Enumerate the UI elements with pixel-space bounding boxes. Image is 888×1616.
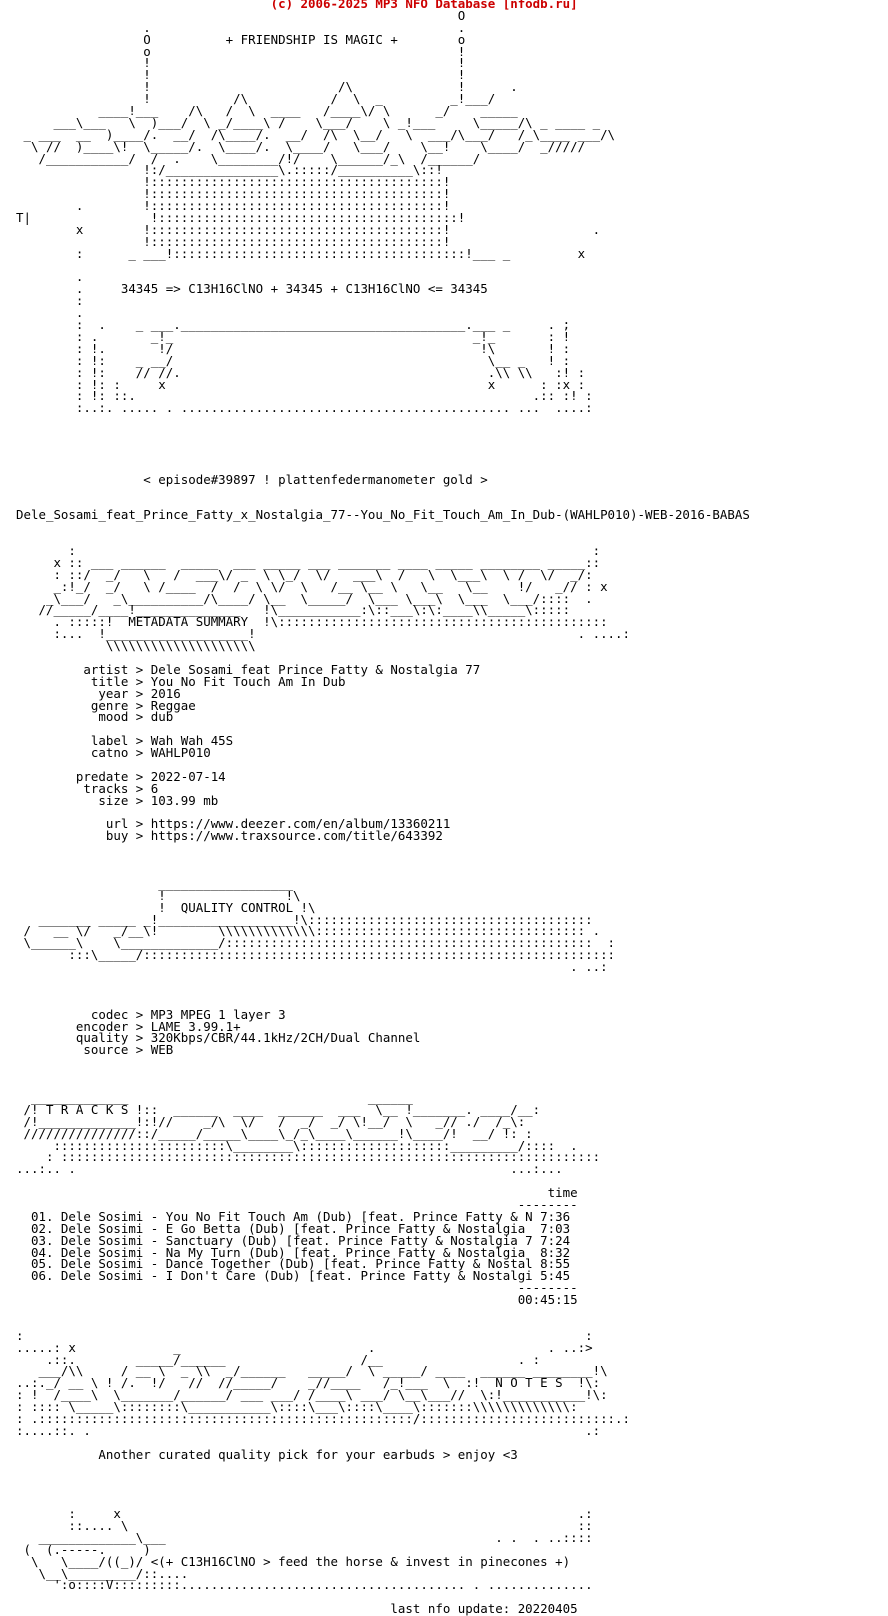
nfo-line: 05. Dele Sosimi - Dance Together (Dub) [feat. Prince Fatty & Nostal 8:55 [16,1256,571,1272]
nfo-line [16,1306,888,1318]
nfo-line: !:::::::::::::::::::::::::::::::::::::::! [16,233,451,249]
nfo-line: ..:._/ __ \ ! /. !/ // //_____/ _//____ /_!___ \ :! N O T E S !\: [16,1375,601,1391]
nfo-line: : !: // //. .\\ \\ :! : [16,364,586,380]
nfo-line [16,1484,888,1496]
nfo-line: : _ ___!:::::::::::::::::::::::::::::::::::::::!___ _ x [16,245,586,261]
nfo-line: o ! [16,43,466,59]
nfo-line: ///////////////::/_____/_____\____\_/_\____\______!\____/! __/ !: : [16,1125,533,1141]
nfo-line: //_____/____!______________ !\___________:\::___\:\:____\\_____\::::: [16,602,571,618]
nfo-line: ___/\\ / __ \ _ \\ _/______ _____/ \ _____/ ____ ______ ________!\ [16,1363,608,1379]
nfo-line: title > You No Fit Touch Am In Dub [16,673,346,689]
nfo-line: _:!_/ _/ \ /____ / / \ \/ \ /__ \__ \ \__ \__ !/ _// : x [16,578,608,594]
nfo-line: T| !::::::::::::::::::::::::::::::::::::::::! [16,210,466,226]
nfo-line: :... !___________________! . ....: [16,626,631,642]
nfo-line: 00:45:15 [16,1292,578,1308]
nfo-line: source > WEB [16,1042,174,1058]
nfo-line: :::::::::::::::::::::::\________\::::::::::::::::::::_________/:::: . [16,1137,578,1153]
nfo-line: x !:::::::::::::::::::::::::::::::::::::::! . [16,221,601,237]
nfo-line [16,450,888,462]
nfo-line: / __ \/ _/__\! \\\\\\\\\\\\\:::::::::::::::::::::::::::::::::::: . [16,923,601,939]
nfo-line [16,521,888,533]
nfo-line: ! /\ ! . [16,79,518,95]
nfo-line: catno > WAHLP010 [16,745,211,761]
nfo-line: \\\\\\\\\\\\\\\\\\\\ [16,638,256,654]
nfo-line [16,1068,888,1080]
nfo-line: _____________\___ . . . ..:::: [16,1529,593,1545]
nfo-line: 04. Dele Sosimi - Na My Turn (Dub) [feat. Prince Fatty & Nostalgia 8:32 [16,1244,571,1260]
nfo-line [16,1591,888,1603]
nfo-line: -------- [16,1196,578,1212]
nfo-line: ':o::::V:::::::::...................................... . .............. [16,1577,593,1593]
nfo-body [16,7,888,1616]
nfo-line: predate > 2022-07-14 [16,768,226,784]
nfo-line: \__\_________/::.... [16,1565,189,1581]
nfo-line: . [16,305,84,321]
nfo-line [16,973,888,985]
nfo-line: _______ _____ _!__________________!\:::::::::::::::::::::::::::::::::::::: [16,911,593,927]
nfo-line: _\___/ _\__________/\____/ \__ \_____/ \___ \___\ \___ \___/:::: . [16,590,593,606]
nfo-line: codec > MP3 MPEG 1 layer 3 [16,1006,286,1022]
nfo-line: genre > Reggae [16,697,196,713]
nfo-line: . [16,269,84,285]
nfo-line: 03. Dele Sosimi - Sanctuary (Dub) [feat. Prince Fatty & Nostalgia 7 7:24 [16,1232,571,1248]
nfo-line: ___\___ \ )___/ \ _/____\ / \___/ \ _!___ \_____/\ _ ____ _ [16,114,601,130]
nfo-line: Dele_Sosami_feat_Prince_Fatty_x_Nostalgia_77--You_No_Fit_Touch_Am_In_Dub-(WAHLP010)-WEB-2016-BABAS [16,507,750,523]
nfo-line: year > 2016 [16,685,181,701]
nfo-line: !:/_______________\.:::::/__________\::! [16,162,443,178]
nfo-line: :....::. . .: [16,1422,601,1438]
nfo-line: /!_____________!:!// _/\ \/ / _/ _/ \!__/ \ _// ./ /_\: [16,1113,526,1129]
nfo-line: _____________ ______ [16,1089,413,1105]
nfo-line: \______\ \_____________/::::::::::::::::::::::::::::::::::::::::::::::::: : [16,935,616,951]
nfo-line: . ..: [16,959,608,975]
nfo-line: artist > Dele Sosami feat Prince Fatty & Nostalgia 77 [16,661,481,677]
nfo-line: quality > 320Kbps/CBR/44.1kHz/2CH/Dual Channel [16,1030,421,1046]
nfo-line: time [16,1185,578,1201]
nfo-line: ! ! [16,67,466,83]
copyright-header: (c) 2006-2025 MP3 NFO Database [nfodb.ru] [16,0,578,11]
nfo-line: 06. Dele Sosimi - I Don't Care (Dub) [feat. Prince Fatty & Nostalgi 5:45 [16,1268,571,1284]
nfo-line [16,842,888,854]
nfo-line: 02. Dele Sosimi - E Go Betta (Dub) [feat. Prince Fatty & Nostalgia 7:03 [16,1220,571,1236]
nfo-line [16,1472,888,1484]
nfo-line: ...:.. . ...:... [16,1161,563,1177]
nfo-line: .::. _____/______ /__ . : [16,1351,541,1367]
nfo-line: ! /\ / \ _ _!___/ [16,91,496,107]
nfo-line [16,486,888,498]
nfo-line [16,854,888,866]
nfo-line: !:::::::::::::::::::::::::::::::::::::::! [16,186,451,202]
nfo-line: : !: ::. .:: :! : [16,388,593,404]
nfo-line: 01. Dele Sosimi - You No Fit Touch Am (Dub) [feat. Prince Fatty & N 7:36 [16,1208,571,1224]
nfo-line: ::.... \ :: [16,1518,593,1533]
nfo-line: __________________ [16,875,294,891]
nfo-line: tracks > 6 [16,780,159,796]
nfo-line: -------- [16,1280,578,1296]
nfo-line: : x .: [16,1506,593,1522]
nfo-line: \ // )____\! \_____/. \____/. \____/ \___/ \__! \____/ _///// [16,138,586,154]
nfo-line: : . _!_ _!_ : ! [16,328,571,344]
nfo-line: . . [16,19,466,35]
nfo-line: O + FRIENDSHIP IS MAGIC + o [16,31,466,47]
nfo-line: ! ! [16,55,466,71]
nfo-viewer [16,0,888,1615]
nfo-line: ! !\ [16,887,301,903]
nfo-line: ____!___ /\ / \ ____ /____\/ \ _/ _____ [16,103,518,119]
nfo-line: < episode#39897 ! plattenfedermanometer gold > [16,471,488,487]
nfo-line: : !: : x x : :x : [16,376,586,392]
nfo-line: : .::::::::::::::::::::::::::::::::::::::::::::::::::/::::::::::::::::::::::::::.: [16,1410,631,1426]
nfo-line [16,438,888,450]
nfo-line: : : [16,542,601,558]
nfo-line: : :::::::::::::::::::::::::::::::::::::::::::::::::::::::::::::::::::::::: [16,1149,601,1165]
nfo-line: x :: ___ ______ _____ ___ _____ ___ _______ ____ _____ ________ _____:: [16,554,601,570]
nfo-line: : . _ ___.______________________________________.___ _ . ; [16,317,571,333]
nfo-line: O [16,7,466,23]
nfo-line: ! QUALITY CONTROL !\ [16,899,316,915]
nfo-line: :::\_____/::::::::::::::::::::::::::::::::::::::::::::::::::::::::::::::: [16,947,616,963]
nfo-line: !:::::::::::::::::::::::::::::::::::::::! [16,174,451,190]
nfo-line: _ ___ __ )____/. __/ /\____/. __/ /\ \__/ \ ___/\___/ /_\____ ___/\ [16,126,616,142]
nfo-line [16,260,888,272]
nfo-line: buy > https://www.traxsource.com/title/643392 [16,828,443,844]
nfo-line: : : [16,1327,593,1343]
nfo-line: .....: x _ . . ..:> [16,1339,593,1355]
nfo-line: : ::/ _/ \ / ___\/ _ \ \_/ \/ ___\ / \ \___\ \ / \/ _/: [16,566,593,582]
nfo-line: : [16,293,84,309]
nfo-line: mood > dub [16,709,174,725]
nfo-line: : :::: \_____\::::::::\___________\::::\___\::::\____\:::::::\\\\\\\\\\\\\: [16,1399,578,1415]
nfo-line: : !. !/ !\ ! : [16,340,571,356]
nfo-line: label > Wah Wah 45S [16,733,234,749]
nfo-line: /___________/ / . \________/!/ \______/_\ /______/ [16,150,481,166]
nfo-line: \ \____/((_)/ <(+ C13H16ClNO > feed the horse & invest in pinecones +) [16,1553,571,1569]
nfo-line: last nfo update: 20220405 [16,1601,578,1616]
nfo-line [16,985,888,997]
nfo-line [16,1461,888,1473]
nfo-line: Another curated quality pick for your earbuds > enjoy <3 [16,1446,518,1462]
nfo-line: encoder > LAME 3.99.1+ [16,1018,241,1034]
nfo-line: . !:::::::::::::::::::::::::::::::::::::::! [16,198,451,214]
nfo-line [16,1056,888,1068]
nfo-line: : ! /____\ \_______/______/ ___ ___/ /____\ ___/ \__\___// \:!___________!\: [16,1387,608,1403]
nfo-line [16,414,888,426]
nfo-line: . 34345 => C13H16ClNO + 34345 + C13H16ClNO <= 34345 [16,281,488,297]
nfo-line [16,426,888,438]
nfo-line: url > https://www.deezer.com/en/album/13360211 [16,816,451,832]
nfo-line: ( (.-----. ) [16,1541,151,1557]
nfo-line: . :::::! METADATA SUMMARY !\:::::::::::::::::::::::::::::::::::::::::::: [16,614,608,630]
nfo-line: : !: _ __/ \__ _ ! : [16,352,571,368]
nfo-line: /! T R A C K S !:: ______ ____ ______ ___ \__ !_______. ____/__: [16,1101,541,1117]
nfo-line: :..:. ..... . ............................................ ... ....: [16,400,593,416]
nfo-line: size > 103.99 mb [16,792,219,808]
